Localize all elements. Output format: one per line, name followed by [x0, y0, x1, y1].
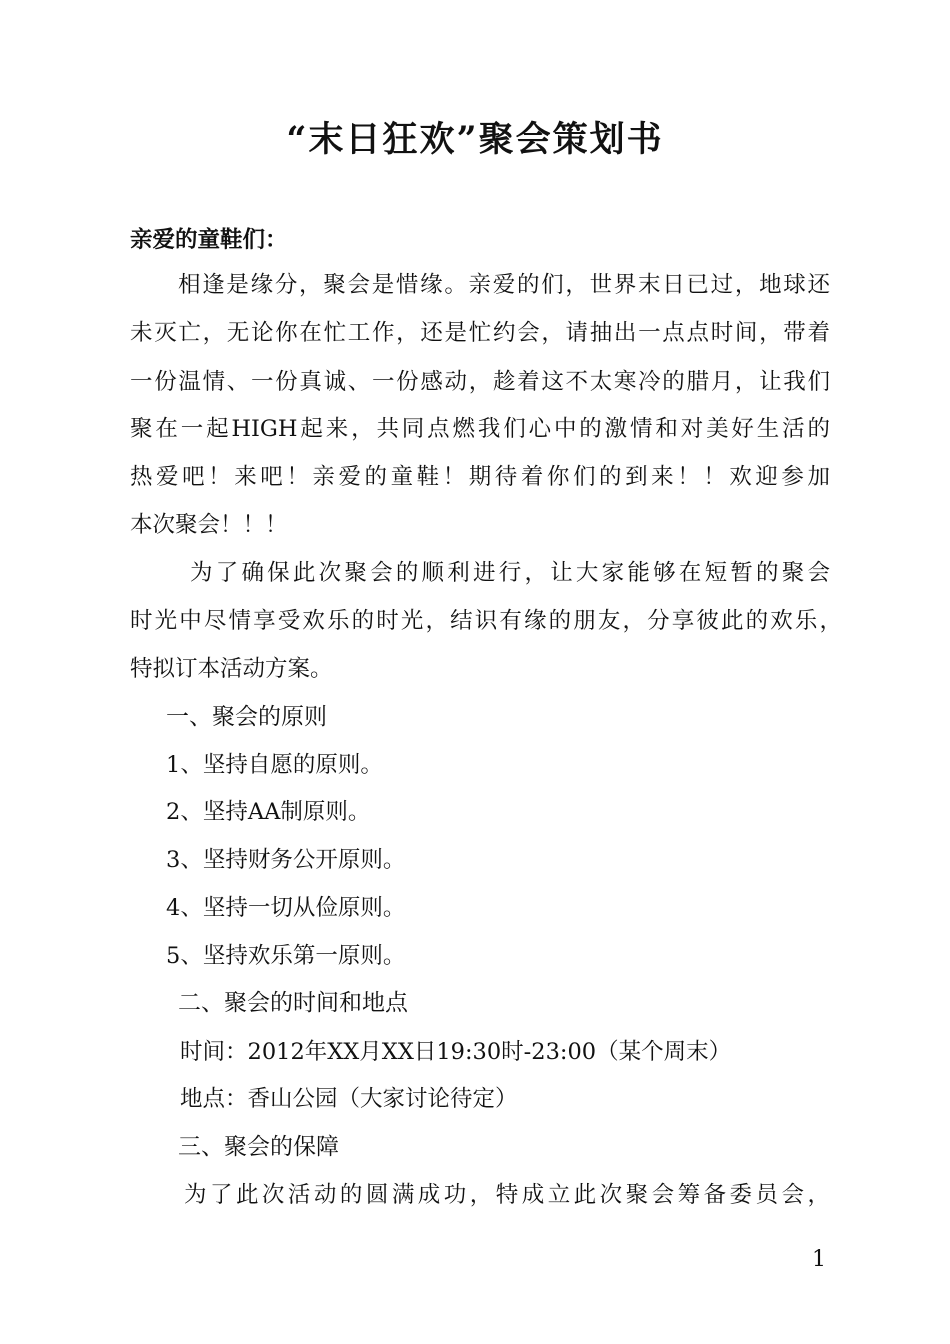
intro-line-6: 本次聚会！！！ [130, 512, 288, 538]
page-number: 1 [812, 1247, 826, 1272]
principle-item-4: 4、坚持一切从俭原则。 [166, 895, 406, 921]
event-time: 时间：2012年XX月XX日19:30时-23:00（某个周末） [180, 1039, 732, 1065]
intro-line-1: 相逢是缘分，聚会是惜缘。亲爱的们，世界末日已过，地球还 [178, 272, 830, 298]
document-title: “末日狂欢”聚会策划书 [286, 119, 664, 160]
intro-line-5: 热爱吧！来吧！亲爱的童鞋！期待着你们的到来！！欢迎参加 [130, 464, 830, 490]
purpose-line-1: 为了确保此次聚会的顺利进行，让大家能够在短暂的聚会 [190, 560, 830, 586]
principle-item-3: 3、坚持财务公开原则。 [166, 847, 406, 873]
purpose-line-2: 时光中尽情享受欢乐的时光，结识有缘的朋友，分享彼此的欢乐， [130, 608, 842, 634]
section-1-heading: 一、聚会的原则 [166, 704, 327, 730]
principle-item-5: 5、坚持欢乐第一原则。 [166, 943, 406, 969]
intro-line-3: 一份温情、一份真诚、一份感动，趁着这不太寒冷的腊月，让我们 [130, 369, 830, 395]
section-2-heading: 二、聚会的时间和地点 [178, 990, 408, 1016]
section-3-text: 为了此次活动的圆满成功，特成立此次聚会筹备委员会， [184, 1182, 830, 1208]
event-place: 地点：香山公园（大家讨论待定） [180, 1086, 518, 1112]
intro-line-4: 聚在一起HIGH起来，共同点燃我们心中的激情和对美好生活的 [130, 416, 830, 442]
greeting: 亲爱的童鞋们： [130, 227, 288, 253]
section-3-heading: 三、聚会的保障 [178, 1134, 339, 1160]
principle-item-1: 1、坚持自愿的原则。 [166, 752, 383, 778]
principle-item-2: 2、坚持AA制原则。 [166, 799, 371, 825]
intro-line-2: 未灭亡，无论你在忙工作，还是忙约会，请抽出一点点时间，带着 [130, 320, 830, 346]
purpose-line-3: 特拟订本活动方案。 [130, 656, 333, 682]
